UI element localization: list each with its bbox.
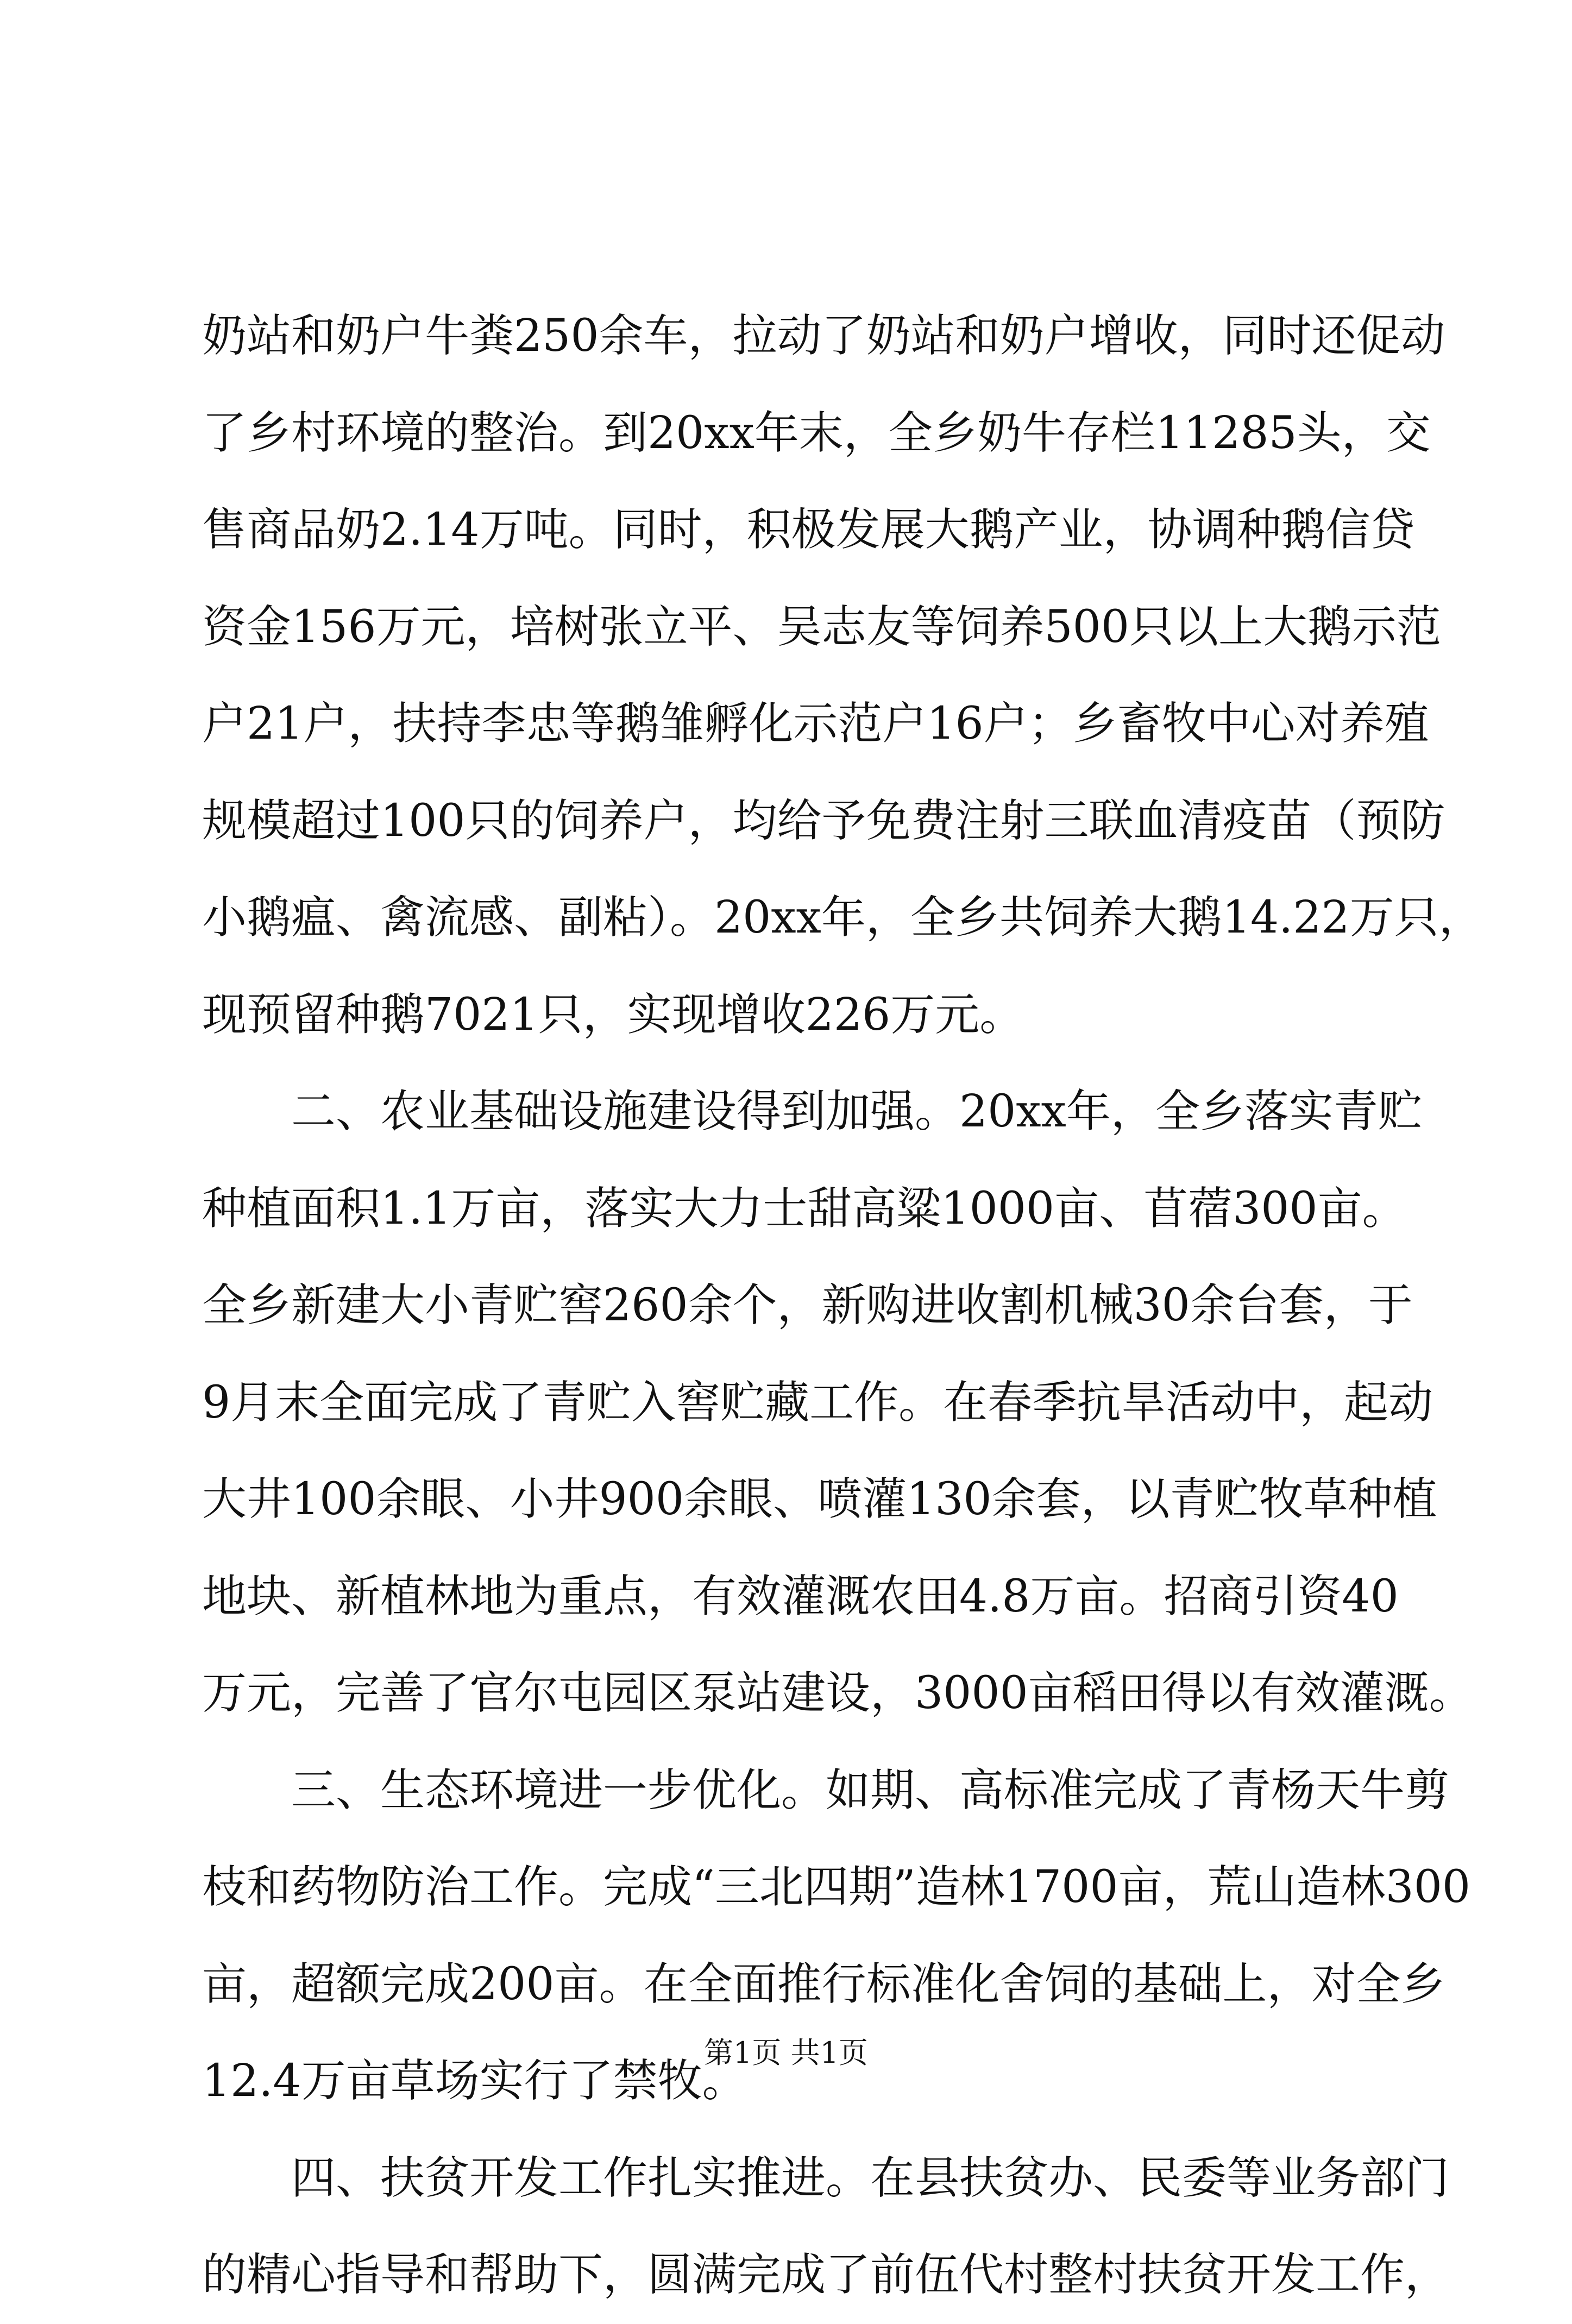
text-line: 9月末全面完成了青贮入窖贮藏工作。在春季抗旱活动中，起动 xyxy=(202,1376,1433,1428)
text-line: 全乡新建大小青贮窖260余个，新购进收割机械30余台套，于 xyxy=(202,1280,1413,1331)
text-line: 种植面积1.1万亩，落实大力士甜高粱1000亩、苜蓿300亩。 xyxy=(202,1182,1407,1235)
text-line: 亩，超额完成200亩。在全面推行标准化舍饲的基础上，对全乡 xyxy=(202,1958,1445,2010)
text-line: 四、扶贫开发工作扎实推进。在县扶贫办、民委等业务部门 xyxy=(202,2152,1450,2204)
text-line: 三、生态环境进一步优化。如期、高标准完成了青杨天牛剪 xyxy=(202,1764,1450,1816)
text-line: 小鹅瘟、禽流感、副粘）。20xx年，全乡共饲养大鹅14.22万只， xyxy=(202,892,1483,943)
text-line: 大井100余眼、小井900余眼、喷灌130余套，以青贮牧草种植 xyxy=(202,1473,1437,1525)
text-line: 地块、新植林地为重点，有效灌溉农田4.8万亩。招商引资40 xyxy=(202,1570,1399,1622)
text-line: 户21户，扶持李忠等鹅雏孵化示范户16户；乡畜牧中心对养殖 xyxy=(202,698,1429,750)
page-number: 第1页 共1页 xyxy=(704,2036,868,2070)
text-line: 规模超过100只的饲养户，均给予免费注射三联血清疫苗（预防 xyxy=(202,795,1445,847)
body-text xyxy=(202,288,1483,2324)
text-line: 奶站和奶户牛粪250余车，拉动了奶站和奶户增收，同时还促动 xyxy=(202,310,1445,362)
text-line: 资金156万元，培树张立平、吴志友等饲养500只以上大鹅示范 xyxy=(202,601,1442,653)
text-line: 枝和药物防治工作。完成“三北四期”造林1700亩，荒山造林300 xyxy=(202,1861,1471,1913)
text-line: 万元，完善了官尔屯园区泵站建设，3000亩稻田得以有效灌溉。 xyxy=(202,1667,1474,1719)
text-line: 了乡村环境的整治。到20xx年末，全乡奶牛存栏11285头，交 xyxy=(202,407,1431,459)
text-line: 的精心指导和帮助下，圆满完成了前伍代村整村扶贫开发工作， xyxy=(202,2249,1450,2301)
text-line: 12.4万亩草场实行了禁牧。 xyxy=(202,2055,747,2107)
text-line: 现预留种鹅7021只，实现增收226万元。 xyxy=(202,988,1024,1041)
text-line: 售商品奶2.14万吨。同时，积极发展大鹅产业，协调种鹅信贷 xyxy=(202,504,1415,556)
page-footer xyxy=(0,2034,1572,2072)
text-line: 二、农业基础设施建设得到加强。20xx年，全乡落实青贮 xyxy=(202,1086,1423,1137)
